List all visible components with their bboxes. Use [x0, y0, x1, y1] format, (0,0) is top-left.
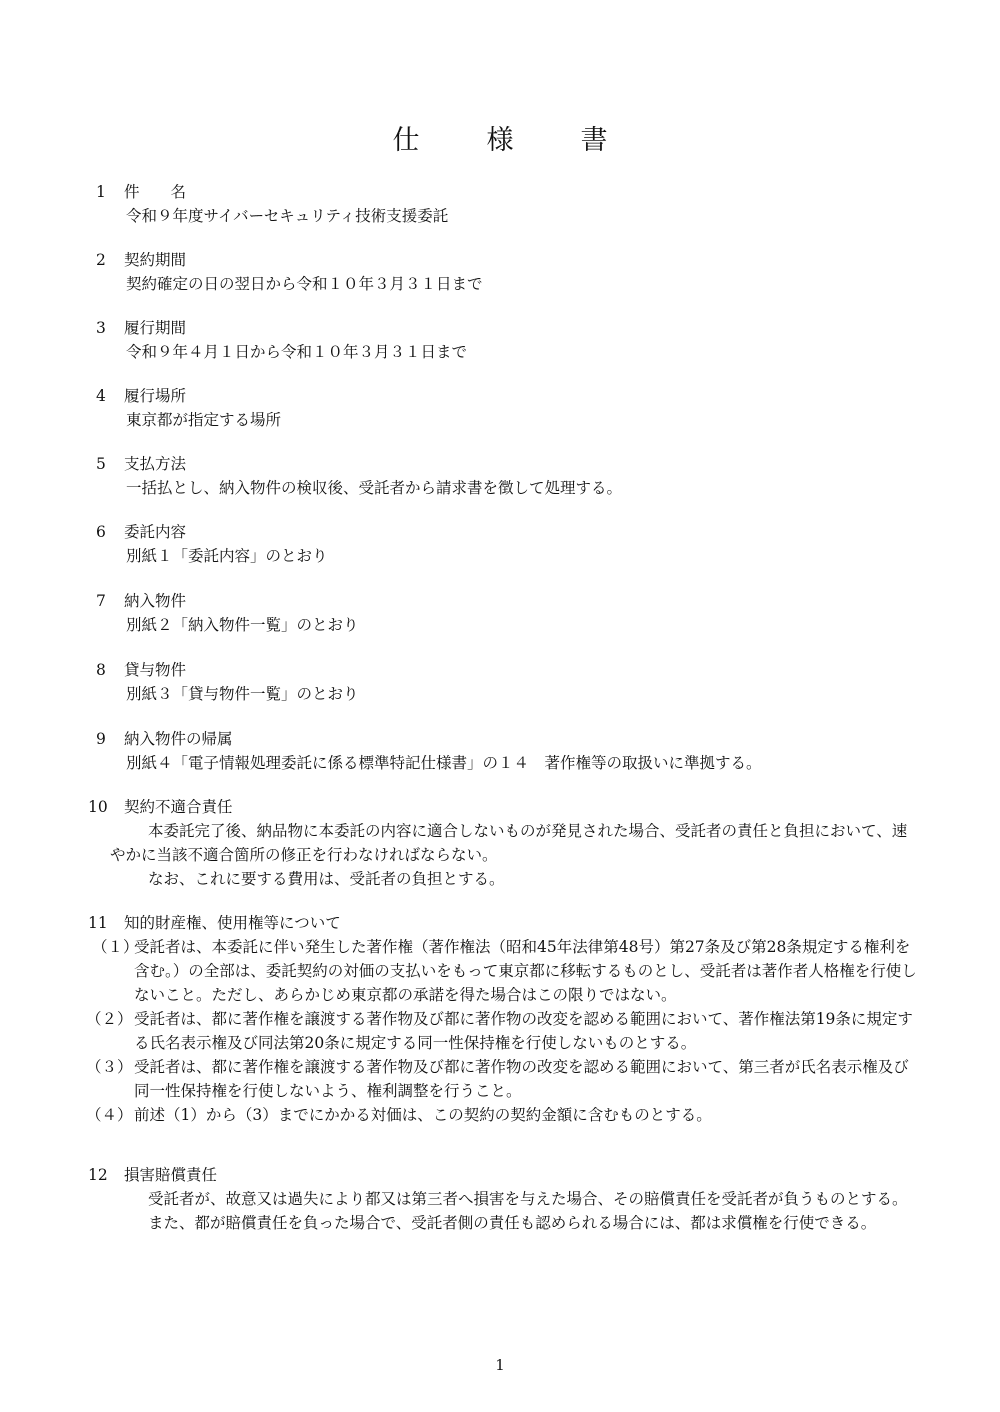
section-number: 1	[96, 183, 106, 201]
list-item-label: （３）	[86, 1058, 133, 1076]
section-heading	[88, 452, 918, 476]
section-number: 10	[88, 798, 108, 816]
section-paragraph: 受託者が、故意又は過失により都又は第三者へ損害を与えた場合、その賠償責任を受託者が負うものとする。	[148, 1190, 908, 1208]
section-heading	[88, 316, 918, 340]
list-item	[92, 935, 918, 1007]
list-item	[86, 1007, 918, 1055]
section-4	[88, 384, 918, 432]
section-heading	[88, 384, 918, 408]
section-title: 履行期間	[124, 319, 187, 337]
section-5	[88, 452, 918, 500]
section-heading	[88, 1163, 918, 1187]
section-title: 納入物件の帰属	[124, 730, 233, 748]
list-item	[86, 1103, 918, 1127]
section-number: 11	[88, 914, 108, 932]
section-title: 委託内容	[124, 523, 187, 541]
section-number: 12	[88, 1166, 108, 1184]
document-title: 仕 様 書	[392, 125, 628, 156]
list-item-text: 受託者は、都に著作権を譲渡する著作物及び都に著作物の改変を認める範囲において、第三者が氏名表示権及び同一性保持権を行使しないよう、権利調整を行うこと。	[134, 1058, 909, 1100]
section-number: 9	[96, 730, 106, 748]
section-paragraph: なお、これに要する費用は、受託者の負担とする。	[148, 870, 505, 888]
section-1	[88, 180, 918, 228]
page-number: 1	[495, 1356, 505, 1374]
section-body: 一括払とし、納入物件の検収後、受託者から請求書を徴して処理する。	[126, 479, 623, 497]
section-title: 知的財産権、使用権等について	[124, 914, 341, 932]
section-body: 別紙４「電子情報処理委託に係る標準特記仕様書」の１４ 著作権等の取扱いに準拠する。	[126, 754, 762, 772]
section-body: 東京都が指定する場所	[126, 411, 282, 429]
section-heading	[88, 589, 918, 613]
section-9	[88, 727, 918, 775]
list-item-label: （１）	[92, 938, 139, 956]
section-number: 2	[96, 251, 106, 269]
section-number: 3	[96, 319, 106, 337]
section-title: 契約不適合責任	[124, 798, 233, 816]
list-item-text: 受託者は、本委託に伴い発生した著作権（著作権法（昭和45年法律第48号）第27条及び第28条規定する権利を含む。）の全部は、委託契約の対価の支払いをもって東京都に移転するものとし、受託者は著作者人格権を行使しないこと。ただし、あらかじめ東京都の承諾を得た場合はこの限りではない。	[134, 938, 917, 1004]
section-title: 件 名	[124, 183, 187, 201]
section-heading	[88, 727, 918, 751]
section-6	[88, 520, 918, 568]
section-2	[88, 248, 918, 296]
section-12	[88, 1163, 918, 1235]
section-body: 令和９年度サイバーセキュリティ技術支援委託	[126, 207, 449, 225]
section-7	[88, 589, 918, 637]
section-3	[88, 316, 918, 364]
section-number: 7	[96, 592, 106, 610]
section-heading	[88, 520, 918, 544]
section-paragraph: また、都が賠償責任を負った場合で、受託者側の責任も認められる場合には、都は求償権を行使できる。	[148, 1214, 877, 1232]
section-title: 履行場所	[124, 387, 187, 405]
section-paragraph: 本委託完了後、納品物に本委託の内容に適合しないものが発見された場合、受託者の責任と負担において、速やかに当該不適合箇所の修正を行わなければならない。	[110, 822, 908, 864]
list-item-label: （２）	[86, 1010, 133, 1028]
section-title: 納入物件	[124, 592, 187, 610]
section-number: 6	[96, 523, 106, 541]
section-heading	[88, 911, 918, 935]
section-body: 別紙１「委託内容」のとおり	[126, 547, 328, 565]
section-8	[88, 658, 918, 706]
section-heading	[88, 795, 918, 819]
section-10	[88, 795, 918, 891]
section-heading	[88, 658, 918, 682]
section-body: 契約確定の日の翌日から令和１０年３月３１日まで	[126, 275, 483, 293]
list-item-text: 前述（1）から（3）までにかかる対価は、この契約の契約金額に含むものとする。	[134, 1106, 712, 1124]
section-title: 支払方法	[124, 455, 187, 473]
section-title: 貸与物件	[124, 661, 187, 679]
section-number: 5	[96, 455, 106, 473]
section-body: 別紙２「納入物件一覧」のとおり	[126, 616, 359, 634]
section-body: 別紙３「貸与物件一覧」のとおり	[126, 685, 359, 703]
section-number: 8	[96, 661, 106, 679]
section-body: 令和９年４月１日から令和１０年３月３１日まで	[126, 343, 468, 361]
section-title: 契約期間	[124, 251, 187, 269]
list-item-text: 受託者は、都に著作権を譲渡する著作物及び都に著作物の改変を認める範囲において、著作権法第19条に規定する氏名表示権及び同法第20条に規定する同一性保持権を行使しないものとする。	[134, 1010, 913, 1052]
list-item-label: （４）	[86, 1106, 133, 1124]
section-number: 4	[96, 387, 106, 405]
list-item	[86, 1055, 918, 1103]
section-heading	[88, 248, 918, 272]
section-11	[88, 911, 918, 1127]
section-heading	[88, 180, 918, 204]
section-title: 損害賠償責任	[124, 1166, 218, 1184]
